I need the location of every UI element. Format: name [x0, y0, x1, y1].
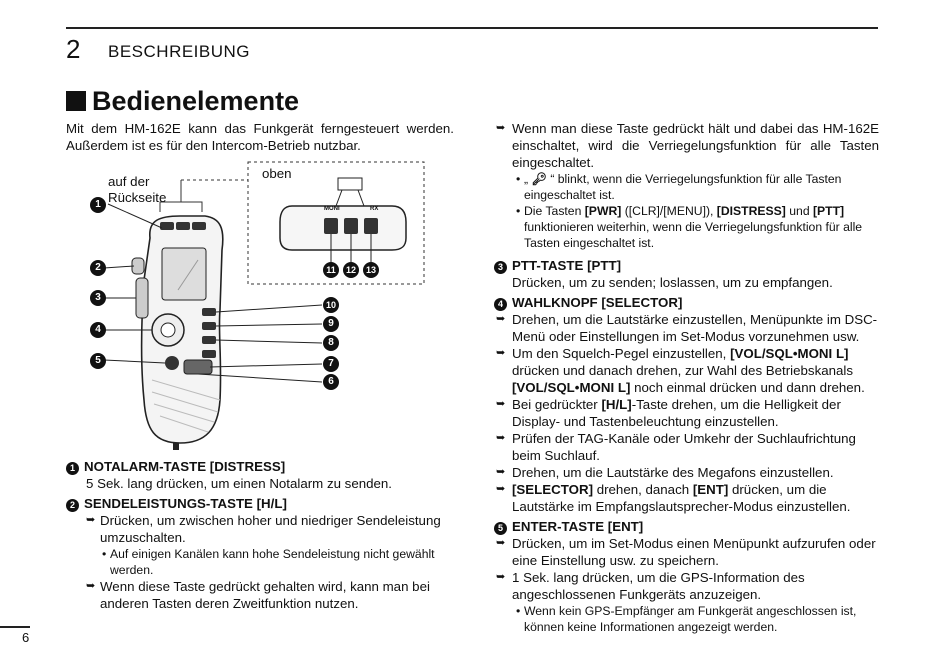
callout-6: 6: [323, 374, 339, 390]
callout-11: 11: [323, 262, 339, 278]
chapter-title: BESCHREIBUNG: [108, 42, 251, 61]
item-3-heading: 3 PTT-TASTE [PTT]: [494, 257, 879, 274]
moni-key-label: MONI: [324, 206, 340, 212]
chapter-number: 2: [66, 34, 81, 64]
rx-key-label: RX: [370, 206, 379, 212]
item-4-point-4: ➥ Prüfen der TAG-Kanäle oder Umkehr der Suchlaufrichtung beim Suchlauf.: [494, 430, 879, 464]
item-5-point-2: ➥ 1 Sek. lang drücken, um die GPS-Information des angeschlossenen Funkgeräts anzuzeigen.: [494, 569, 879, 603]
page-number: 6: [22, 630, 30, 645]
item-2-point-3: ➥ Wenn man diese Taste gedrückt hält und dabei das HM-162E einschaltet, wird die Verriegelungsfunktion für alle Tasten eingeschaltet.: [494, 120, 879, 171]
item-2-note-2: • „ 🔑︎ “ blinkt, wenn die Verriegelungsfunktion für alle Tasten eingeschaltet ist.: [494, 171, 879, 203]
item-2-note-3: • Die Tasten [PWR] ([CLR]/[MENU]), [DISTRESS] und [PTT] funktionieren weiterhin, wenn die Verriegelungsfunktion für alle Tasten eingeschaltet ist.: [494, 203, 879, 251]
callout-12: 12: [343, 262, 359, 278]
item-4-point-2: ➥ Um den Squelch-Pegel einzustellen, [VOL/SQL•MONI L] drücken und danach drehen, zur Wahl des Betriebskanals [VOL/SQL•MONI L] noch einmal drücken und dann drehen.: [494, 345, 879, 396]
key-lock-icon: 🔑︎: [531, 172, 547, 186]
page-number-rule: [0, 626, 30, 628]
item-4-point-5: ➥ Drehen, um die Lautstärke des Megafons einzustellen.: [494, 464, 879, 481]
section-title-text: Bedienelemente: [92, 86, 300, 116]
item-2-point-2: ➥ Wenn diese Taste gedrückt gehalten wird, kann man bei anderen Tasten deren Zweitfunktion nutzen.: [66, 578, 454, 612]
callout-4: 4: [90, 322, 106, 338]
item-2-heading: 2 SENDELEISTUNGS-TASTE [H/L]: [66, 495, 454, 512]
back-label-1: auf der: [108, 174, 150, 189]
callout-8: 8: [323, 335, 339, 351]
callout-2: 2: [90, 260, 106, 276]
item-4-point-3: ➥ Bei gedrückter [H/L]-Taste drehen, um die Helligkeit der Display- und Tastenbeleuchtung einzustellen.: [494, 396, 879, 430]
item-2-point-1: ➥ Drücken, um zwischen hoher und niedriger Sendeleistung umzuschalten.: [66, 512, 454, 546]
callout-7: 7: [323, 356, 339, 372]
item-4-point-6: ➥ [SELECTOR] drehen, danach [ENT] drücken, um die Lautstärke im Empfangslautsprecher-Modus einzustellen.: [494, 481, 879, 515]
item-4-heading: 4 WAHLKNOPF [SELECTOR]: [494, 294, 879, 311]
mic-display: [162, 248, 206, 300]
item-5-heading: 5 ENTER-TASTE [ENT]: [494, 518, 879, 535]
item-5-point-1: ➥ Drücken, um im Set-Modus einen Menüpunkt aufzurufen oder eine Einstellung usw. zu speichern.: [494, 535, 879, 569]
callout-5: 5: [90, 353, 106, 369]
header-rule: [66, 27, 878, 29]
item-3-text: Drücken, um zu senden; loslassen, um zu empfangen.: [512, 275, 833, 290]
item-1-text: 5 Sek. lang drücken, um einen Notalarm zu senden.: [86, 476, 393, 491]
callout-13: 13: [363, 262, 379, 278]
callout-9: 9: [323, 316, 339, 332]
callout-3: 3: [90, 290, 106, 306]
item-4-point-1: ➥ Drehen, um die Lautstärke einzustellen, Menüpunkte im DSC-Menü oder Einstellungen im Set-Modus vorzunehmen usw.: [494, 311, 879, 345]
callout-10: 10: [323, 297, 339, 313]
top-label: oben: [262, 166, 292, 181]
back-label-2: Rückseite: [108, 190, 167, 205]
callout-1: 1: [90, 197, 106, 213]
item-1-heading: 1 NOTALARM-TASTE [DISTRESS]: [66, 458, 454, 475]
intro-text: Mit dem HM-162E kann das Funkgerät ferngesteuert werden. Außerdem ist es für den Intercom-Betrieb nutzbar.: [66, 121, 454, 153]
top-view-head: [280, 206, 406, 250]
left-column: [66, 455, 454, 612]
right-column: [494, 120, 879, 635]
item-2-note-1: • Auf einigen Kanälen kann hohe Sendeleistung nicht gewählt werden.: [66, 546, 454, 578]
section-title: [66, 84, 299, 118]
microphone-figure: [80, 160, 440, 450]
item-5-note-1: • Wenn kein GPS-Empfänger am Funkgerät angeschlossen ist, können keine Informationen angezeigt werden.: [494, 603, 879, 635]
square-bullet-icon: [66, 91, 86, 111]
